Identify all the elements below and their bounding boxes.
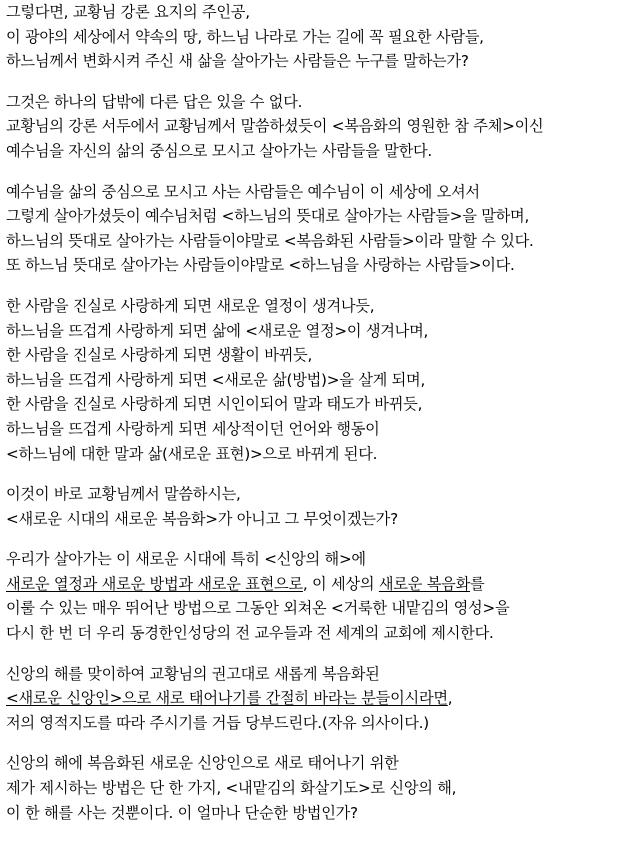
text-segment: , (447, 689, 453, 708)
text-line (6, 547, 640, 572)
text-segment: 우리가 살아가는 이 새로운 시대에 특히 <신앙의 해>에 (6, 550, 366, 569)
text-line (6, 776, 640, 801)
text-segment: 한 사람을 진실로 사랑하게 되면 새로운 열정이 생겨나듯, (6, 296, 375, 315)
text-line (6, 0, 640, 25)
text-segment: 하느님을 뜨겁게 사랑하게 되면 <새로운 삶(방법)>을 살게 되며, (6, 370, 426, 389)
paragraph (6, 0, 640, 74)
paragraph (6, 547, 640, 645)
text-segment: 이 광야의 세상에서 약속의 땅, 하느님 나라로 가는 길에 꼭 필요한 사람들, (6, 27, 484, 46)
text-segment: <하느님에 대한 말과 삶(새로운 표현)>으로 바뀌게 된다. (6, 444, 378, 463)
text-segment: 를 (470, 574, 485, 593)
text-line (6, 686, 640, 711)
text-line (6, 596, 640, 621)
text-line (6, 343, 640, 368)
text-line (6, 417, 640, 442)
text-line (6, 621, 640, 646)
text-line (6, 368, 640, 393)
text-segment: 하느님을 뜨겁게 사랑하게 되면 세상적이던 언어와 행동이 (6, 419, 380, 438)
text-line (6, 392, 640, 417)
text-segment: 그렇다면, 교황님 강론 요지의 주인공, (6, 3, 250, 21)
text-segment: , 이 세상의 (302, 574, 379, 593)
text-segment: 다시 한 번 더 우리 동경한인성당의 전 교우들과 전 세계의 교회에 제시한다. (6, 624, 494, 643)
paragraph (6, 294, 640, 466)
text-line (6, 49, 640, 74)
paragraph (6, 662, 640, 736)
text-line (6, 180, 640, 205)
text-segment: 하느님의 뜻대로 살아가는 사람들이야말로 <복음화된 사람들>이라 말할 수 있다. (6, 231, 534, 250)
text-segment: 하느님께서 변화시켜 주신 새 삶을 살아가는 사람들은 누구를 말하는가? (6, 52, 469, 71)
text-line (6, 25, 640, 50)
text-line (6, 114, 640, 139)
underlined-text: <새로운 신앙인>으로 새로 태어나기를 간절히 바라는 분들이시라면 (6, 689, 448, 708)
text-segment: 신앙의 해에 복음화된 새로운 신앙인으로 새로 태어나기 위한 (6, 754, 399, 773)
text-segment: 이룰 수 있는 매우 뛰어난 방법으로 그동안 외쳐온 <거룩한 내맡김의 영성>을 (6, 599, 510, 618)
text-line (6, 711, 640, 736)
text-segment: 또 하느님 뜻대로 살아가는 사람들이야말로 <하느님을 사랑하는 사람들>이다. (6, 256, 515, 275)
text-segment: 그렇게 살아가셨듯이 예수님처럼 <하느님의 뜻대로 살아가는 사람들>을 말하며, (6, 207, 530, 226)
paragraph (6, 90, 640, 164)
text-segment: 이 한 해를 사는 것뿐이다. 이 얼마나 단순한 방법인가? (6, 803, 358, 822)
text-line (6, 751, 640, 776)
text-segment: 이것이 바로 교황님께서 말씀하시는, (6, 485, 241, 504)
text-line (6, 801, 640, 826)
text-line (6, 507, 640, 532)
text-segment: 그것은 하나의 답밖에 다른 답은 있을 수 없다. (6, 92, 303, 111)
text-line (6, 229, 640, 254)
text-segment: 예수님을 삶의 중심으로 모시고 사는 사람들은 예수님이 이 세상에 오셔서 (6, 182, 480, 201)
text-line (6, 253, 640, 278)
text-segment: 예수님을 자신의 삶의 중심으로 모시고 살아가는 사람들을 말한다. (6, 141, 432, 160)
text-line (6, 139, 640, 164)
underlined-text: 새로운 복음화 (378, 574, 470, 593)
underlined-text: 새로운 열정과 새로운 방법과 새로운 표현으로 (6, 574, 303, 593)
paragraph (6, 482, 640, 531)
text-segment: <새로운 시대의 새로운 복음화>가 아니고 그 무엇이겠는가? (6, 509, 398, 528)
text-line (6, 319, 640, 344)
text-line (6, 90, 640, 115)
document-body (6, 0, 640, 841)
text-segment: 한 사람을 진실로 사랑하게 되면 생활이 바뀌듯, (6, 346, 313, 365)
text-segment: 신앙의 해를 맞이하여 교황님의 권고대로 새롭게 복음화된 (6, 664, 380, 683)
paragraph (6, 751, 640, 825)
text-segment: 하느님을 뜨겁게 사랑하게 되면 삶에 <새로운 열정>이 생겨나며, (6, 321, 429, 340)
text-line (6, 294, 640, 319)
text-segment: 제가 제시하는 방법은 단 한 가지, <내맡김의 화살기도>로 신앙의 해, (6, 779, 457, 798)
text-line (6, 442, 640, 467)
text-segment: 저의 영적지도를 따라 주시기를 거듭 당부드린다.(자유 의사이다.) (6, 713, 429, 732)
text-segment: 한 사람을 진실로 사랑하게 되면 시인이되어 말과 태도가 바뀌듯, (6, 395, 423, 414)
text-line (6, 482, 640, 507)
text-line (6, 662, 640, 687)
text-line (6, 572, 640, 597)
text-segment: 교황님의 강론 서두에서 교황님께서 말씀하셨듯이 <복음화의 영원한 참 주체>이신 (6, 117, 544, 136)
text-line (6, 204, 640, 229)
paragraph (6, 180, 640, 278)
